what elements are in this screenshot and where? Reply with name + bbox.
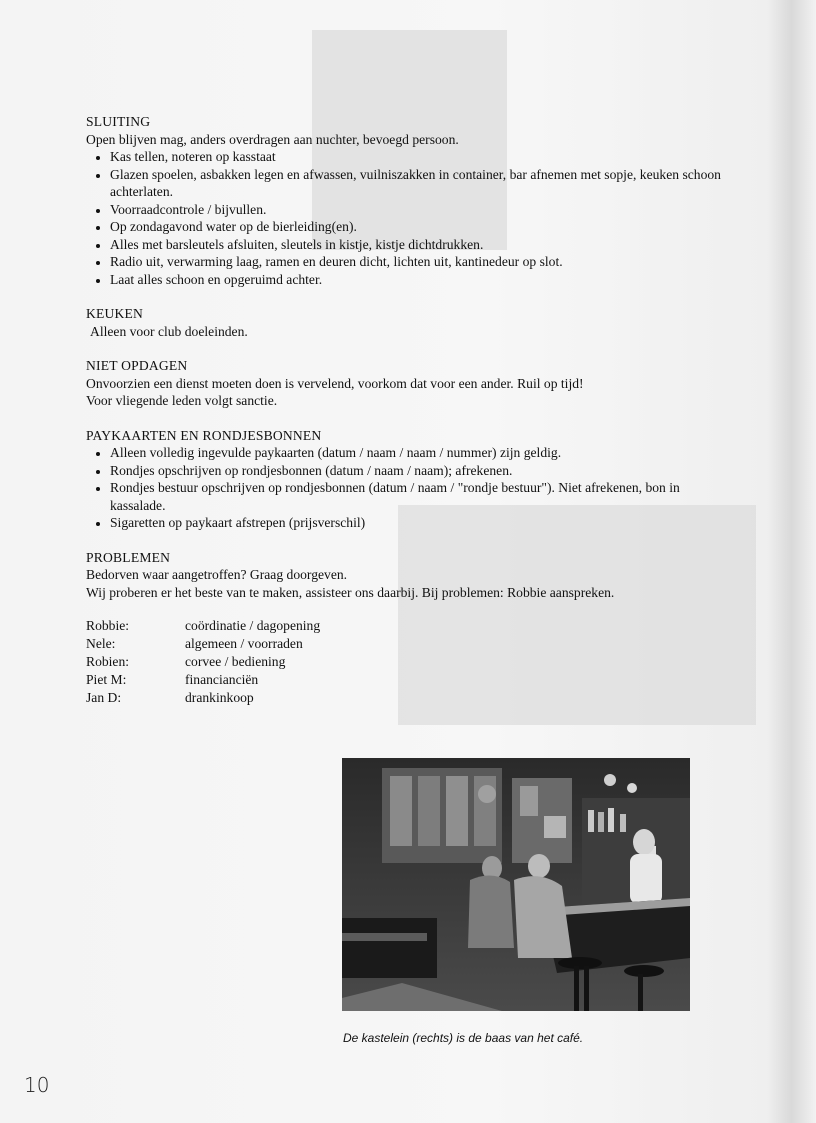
role-task: financianciën [185,672,259,687]
section-problemen [86,549,726,708]
roles-table [86,617,320,707]
section-sluiting [86,113,726,288]
problemen-line: Wij proberen er het beste van te maken, assisteer ons daarbij. Bij problemen: Robbie aanspreken. [86,584,615,600]
role-name: Robbie: [86,618,130,633]
list-item: • Radio uit, verwarming laag, ramen en deuren dicht, lichten uit, kantinedeur op slot. [110,253,726,271]
niet-opdagen-line: Voor vliegende leden volgt sanctie. [86,393,278,408]
list-item: • Laat alles schoon en opgeruimd achter. [110,271,726,289]
heading-keuken: KEUKEN [86,306,144,321]
heading-problemen: PROBLEMEN [86,549,171,565]
heading-sluiting: SLUITING [86,114,151,129]
role-task: drankinkoop [185,690,254,705]
heading-niet-opdagen: NIET OPDAGEN [86,358,188,373]
keuken-text: Alleen voor club doeleinden. [90,323,248,339]
heading-paykaarten: PAYKAARTEN EN RONDJESBONNEN [86,427,322,443]
niet-opdagen-line: Onvoorzien een dienst moeten doen is vervelend, voorkom dat voor een ander. Ruil op tijd! [86,375,584,391]
table-row [86,689,320,707]
sluiting-list [86,148,726,288]
page-content [86,113,726,724]
sluiting-intro: Open blijven mag, anders overdragen aan nuchter, bevoegd persoon. [86,131,459,147]
table-row [86,653,320,671]
section-paykaarten [86,427,726,532]
table-row [86,671,320,689]
list-item: • Rondjes bestuur opschrijven op rondjesbonnen (datum / naam / "rondje bestuur"). Niet afrekenen, bon in kassalade. [110,479,726,514]
role-name: Jan D: [86,690,122,705]
role-task: algemeen / voorraden [185,636,303,651]
list-item: • Op zondagavond water op de bierleiding(en). [110,218,726,236]
role-name: Piet M: [86,672,127,687]
list-item: • Sigaretten op paykaart afstrepen (prijsverschil) [110,514,726,532]
role-task: corvee / bediening [185,654,286,669]
photo-caption: De kastelein (rechts) is de baas van het café. [343,1031,584,1045]
section-keuken [86,305,726,340]
list-item: • Kas tellen, noteren op kasstaat [110,148,726,166]
paykaarten-list [86,444,726,532]
list-item: • Rondjes opschrijven op rondjesbonnen (datum / naam / naam); afrekenen. [110,462,726,480]
role-name: Robien: [86,654,130,669]
table-row [86,635,320,653]
page-number: 10 [24,1073,50,1097]
role-task: coördinatie / dagopening [185,618,321,633]
table-row [86,617,320,635]
role-name: Nele: [86,636,116,651]
section-niet-opdagen [86,357,726,410]
list-item: • Alleen volledig ingevulde paykaarten (datum / naam / naam / nummer) zijn geldig. [110,444,726,462]
list-item: • Glazen spoelen, asbakken legen en afwassen, vuilniszakken in container, bar afnemen met sopje, keuken schoon achterlaten. [110,166,726,201]
problemen-line: Bedorven waar aangetroffen? Graag doorgeven. [86,567,348,582]
list-item: • Alles met barsleutels afsluiten, sleutels in kistje, kistje dichtdrukken. [110,236,726,254]
bar-photo [342,758,690,1011]
list-item: • Voorraadcontrole / bijvullen. [110,201,726,219]
